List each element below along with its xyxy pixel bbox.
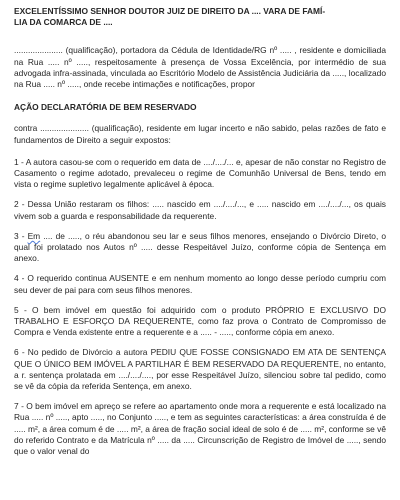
paragraph-3 [14, 231, 386, 265]
paragraph-7: 7 - O bem imóvel em apreço se refere ao apartamento onde mora a requerente e está localizado na Rua ..... nº ....., apto ....., no Conjunto ....., e tem as seguintes características: a área construída é de ..... m², a área comum é de ..... m², a área de fração social ideal de solo é de ..... m², conforme se vê do referido Contrato e da Matrícula nº ..... da ..... Circunscrição de Registro de Imóvel de ....., sendo que o valor venal do [14, 401, 386, 457]
intro-paragraph: ..................... (qualificação), portadora da Cédula de Identidade/RG nº ..... , residente e domiciliada na Rua ..... nº ....., respeitosamente à presença de Vossa Excelência, por intermédio de sua advogada infra-assinada, vinculada ao Escritório Modelo de Assistência Judiciária da ....., localizado na Rua ..... nº ....., onde recebe intimações e notificações, propor [14, 45, 386, 90]
paragraph-4: 4 - O requerido continua AUSENTE e em nenhum momento ao longo desse período cumpriu com seu dever de pai para com seus filhos menores. [14, 273, 386, 295]
section-title: AÇÃO DECLARATÓRIA DE BEM RESERVADO [14, 102, 197, 113]
court-address-header [14, 6, 386, 28]
header-line-1: EXCELENTÍSSIMO SENHOR DOUTOR JUIZ DE DIREITO DA .... VARA DE FAMÍ- [14, 6, 326, 16]
spellcheck-marked-word: Em [27, 230, 41, 241]
paragraph-1: 1 - A autora casou-se com o requerido em data de ..../..../... e, apesar de não constar no Registro de Casamento o regime adotado, prevaleceu o regime de Comunhão Universal de Bens, tendo em vista o regime supletivo legalmente aplicável à época. [14, 156, 386, 190]
paragraph-5: 5 - O bem imóvel em questão foi adquirido com o produto PRÓPRIO E EXCLUSIVO DO TRABALHO E ESFORÇO DA REQUERENTE, como faz prova o Contrato de Compromisso de Compra e Venda existente entre a requerente e a ..... - ....., conforme cópia em anexo. [14, 304, 386, 338]
paragraph-6: 6 - No pedido de Divórcio a autora PEDIU QUE FOSSE CONSIGNADO EM ATA DE SENTENÇA QUE O ÚNICO BEM IMÓVEL A PARTILHAR É BEM RESERVADO DA REQUERENTE, no entanto, a r. sentença prolatada em ..../..../...., por esse Respeitável Juízo, silenciou sobre tal pedido, como se vê da cópia da referida Sentença, em anexo. [14, 347, 386, 392]
header-line-2: LIA DA COMARCA DE .... [14, 17, 113, 28]
opening-paragraph: contra ..................... (qualificação), residente em lugar incerto e não sabido, pelas razões de fato e fundamentos de Direito a seguir expostos: [14, 123, 386, 145]
paragraph-2: 2 - Dessa União restaram os filhos: ..... nascido em ..../..../..., e ..... nascido em ..../..../..., os quais vivem sob a guarda e responsabilidade da requerente. [14, 199, 386, 221]
paragraph-3-number: 3 - [14, 230, 28, 241]
paragraph-3-text: .... de ....., o réu abandonou seu lar e seus filhos menores, ensejando o Divórcio Direto, o qual foi prolatado nos Autos nº ..... desse Respeitável Juízo, conforme cópia de Sentença em anexo. [14, 230, 386, 264]
